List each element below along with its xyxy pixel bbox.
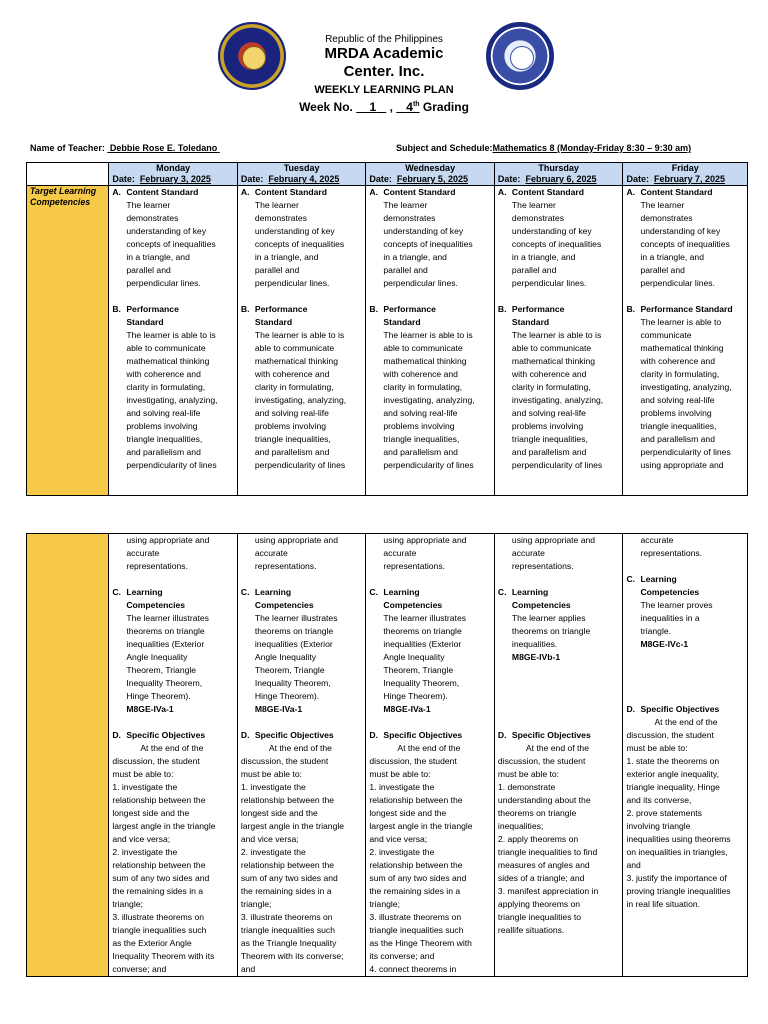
- thursday-cell-cont: using appropriate and accurate representations. C. Learning Competencies The learner applies theorems on triangle inequalities. M8GE-IVb-1 D. Specific Objectives At the end of the discussion, the student must be able to: 1. demonstrate understanding about the theorems on triangle inequalities; 2. apply theorems on triangle inequalities to find measures of angles and sides of a triangle; and 3. manifest appreciation in applying theorems on triangle inequalities to reallife situations.: [494, 534, 623, 977]
- day-header-monday: Monday Date: February 3, 2025: [109, 163, 238, 186]
- day-header-thursday: Thursday Date: February 6, 2025: [494, 163, 623, 186]
- wednesday-cell: A. Content Standard The learner demonstrates understanding of key concepts of inequalities in a triangle, and parallel and perpendicular lines. B. Performance Standard The learner is able to is able to communicate mathematical thinking with coherence and clarity in formulating, investigating, analyzing, and solving real-life problems involving triangle inequalities, and parallelism and perpendicularity of lines: [366, 186, 495, 496]
- teacher-info: Name of Teacher: Debbie Rose E. Toledano: [30, 143, 218, 153]
- school-name: MRDA Academic Center. Inc.: [324, 45, 444, 80]
- plan-table-page2: [26, 533, 748, 977]
- content-standard-text: The learner demonstrates understanding of key concepts of inequalities in a triangle, and parallel and perpendicular lines.: [126, 200, 216, 288]
- day-header-tuesday: Tuesday Date: February 4, 2025: [237, 163, 366, 186]
- republic-line: Republic of the Philippines: [325, 34, 443, 45]
- grading-number: 4: [406, 100, 413, 114]
- document-header: [0, 0, 768, 130]
- friday-cell: A. Content Standard The learner demonstrates understanding of key concepts of inequalities in a triangle, and parallel and perpendicular lines. B. Performance Standard The learner is able to communicate mathematical thinking with coherence and clarity in formulating, investigating, analyzing, and solving real-life problems involving triangle inequalities, and parallelism and perpendicularity of lines using appropriate and: [623, 186, 748, 496]
- day-header-friday: Friday Date: February 7, 2025: [623, 163, 748, 186]
- teacher-name: Debbie Rose E. Toledano: [109, 143, 218, 153]
- plan-table-page1: [26, 162, 748, 496]
- subject-value: Mathematics 8 (Monday-Friday 8:30 – 9:30 am): [492, 143, 692, 153]
- day-header-wednesday: Wednesday Date: February 5, 2025: [366, 163, 495, 186]
- row-label-target-competencies: Target Learning Competencies: [27, 186, 109, 496]
- tuesday-cell-cont: using appropriate and accurate representations. C. Learning Competencies The learner illustrates theorems on triangle inequalities (Exterior Angle Inequality Theorem, Triangle Inequality Theorem, Hinge Theorem). M8GE-IVa-1 D. Specific Objectives At the end of the discussion, the student must be able to: 1. investigate the relationship between the longest side and the largest angle in the triangle and vice versa; 2. investigate the relationship between the sum of any two sides and the remaining sides in a triangle; 3. illustrate theorems on triangle inequalities such as the Triangle Inequality Theorem with its converse; and: [237, 534, 366, 977]
- subject-info: Subject and Schedule:Mathematics 8 (Monday-Friday 8:30 – 9:30 am): [396, 143, 692, 153]
- tuesday-cell: A. Content Standard The learner demonstrates understanding of key concepts of inequalities in a triangle, and parallel and perpendicular lines. B. Performance Standard The learner is able to is able to communicate mathematical thinking with coherence and clarity in formulating, investigating, analyzing, and solving real-life problems involving triangle inequalities, and parallelism and perpendicularity of lines: [237, 186, 366, 496]
- monday-cell-cont: using appropriate and accurate representations. C. Learning Competencies The learner illustrates theorems on triangle inequalities (Exterior Angle Inequality Theorem, Triangle Inequality Theorem, Hinge Theorem). M8GE-IVa-1 D. Specific Objectives At the end of the discussion, the student must be able to: 1. investigate the relationship between the longest side and the largest angle in the triangle and vice versa; 2. investigate the relationship between the sum of any two sides and the remaining sides in a triangle; 3. illustrate theorems on triangle inequalities such as the Exterior Angle Inequality Theorem with its converse; and: [109, 534, 238, 977]
- friday-cell-cont: accurate representations. C. Learning Competencies The learner proves inequalities in a triangle. M8GE-IVc-1 D. Specific Objectives At the end of the discussion, the student must be able to: 1. state the theorems on exterior angle inequality, triangle inequality, Hinge and its converse, 2. prove statements involving triangle inequalities using theorems on inequalities in triangles, and 3. justify the importance of proving triangle inequalities in real life situation.: [623, 534, 748, 977]
- week-line: Week No. 1 , 4th Grading: [299, 100, 469, 114]
- performance-standard-text: The learner is able to is able to communicate mathematical thinking with coherence and clarity in formulating, investigating, analyzing, and solving real-life problems involving triangle inequalities, and parallelism and perpendicularity of lines: [126, 330, 218, 470]
- plan-title: WEEKLY LEARNING PLAN: [314, 84, 454, 96]
- week-number: 1: [369, 100, 377, 114]
- wednesday-cell-cont: using appropriate and accurate representations. C. Learning Competencies The learner illustrates theorems on triangle inequalities (Exterior Angle Inequality Theorem, Triangle Inequality Theorem, Hinge Theorem). M8GE-IVa-1 D. Specific Objectives At the end of the discussion, the student must be able to: 1. investigate the relationship between the longest side and the largest angle in the triangle and vice versa; 2. investigate the relationship between the sum of any two sides and the remaining sides in a triangle; 3. illustrate theorems on triangle inequalities such as the Hinge Theorem with its converse; and 4. connect theorems in: [366, 534, 495, 977]
- row-label-continued: [27, 534, 109, 977]
- thursday-cell: A. Content Standard The learner demonstrates understanding of key concepts of inequalities in a triangle, and parallel and perpendicular lines. B. Performance Standard The learner is able to is able to communicate mathematical thinking with coherence and clarity in formulating, investigating, analyzing, and solving real-life problems involving triangle inequalities, and parallelism and perpendicularity of lines: [494, 186, 623, 496]
- competency-code: M8GE-IVa-1: [126, 704, 174, 714]
- objectives-list: 1. investigate the relationship between the longest side and the largest angle in the triangle and vice versa; 2. investigate the relationship between the sum of any two sides and the remaining sides in a triangle; 3. illustrate theorems on triangle inequalities such as the Exterior Angle Inequality Theorem with its converse; and: [112, 782, 216, 974]
- monday-cell: A. Content Standard The learner demonstrates understanding of key concepts of inequalities in a triangle, and parallel and perpendicular lines. B. Performance Standard The learner is able to is able to communicate mathematical thinking with coherence and clarity in formulating, investigating, analyzing, and solving real-life problems involving triangle inequalities, and parallelism and perpendicularity of lines: [109, 186, 238, 496]
